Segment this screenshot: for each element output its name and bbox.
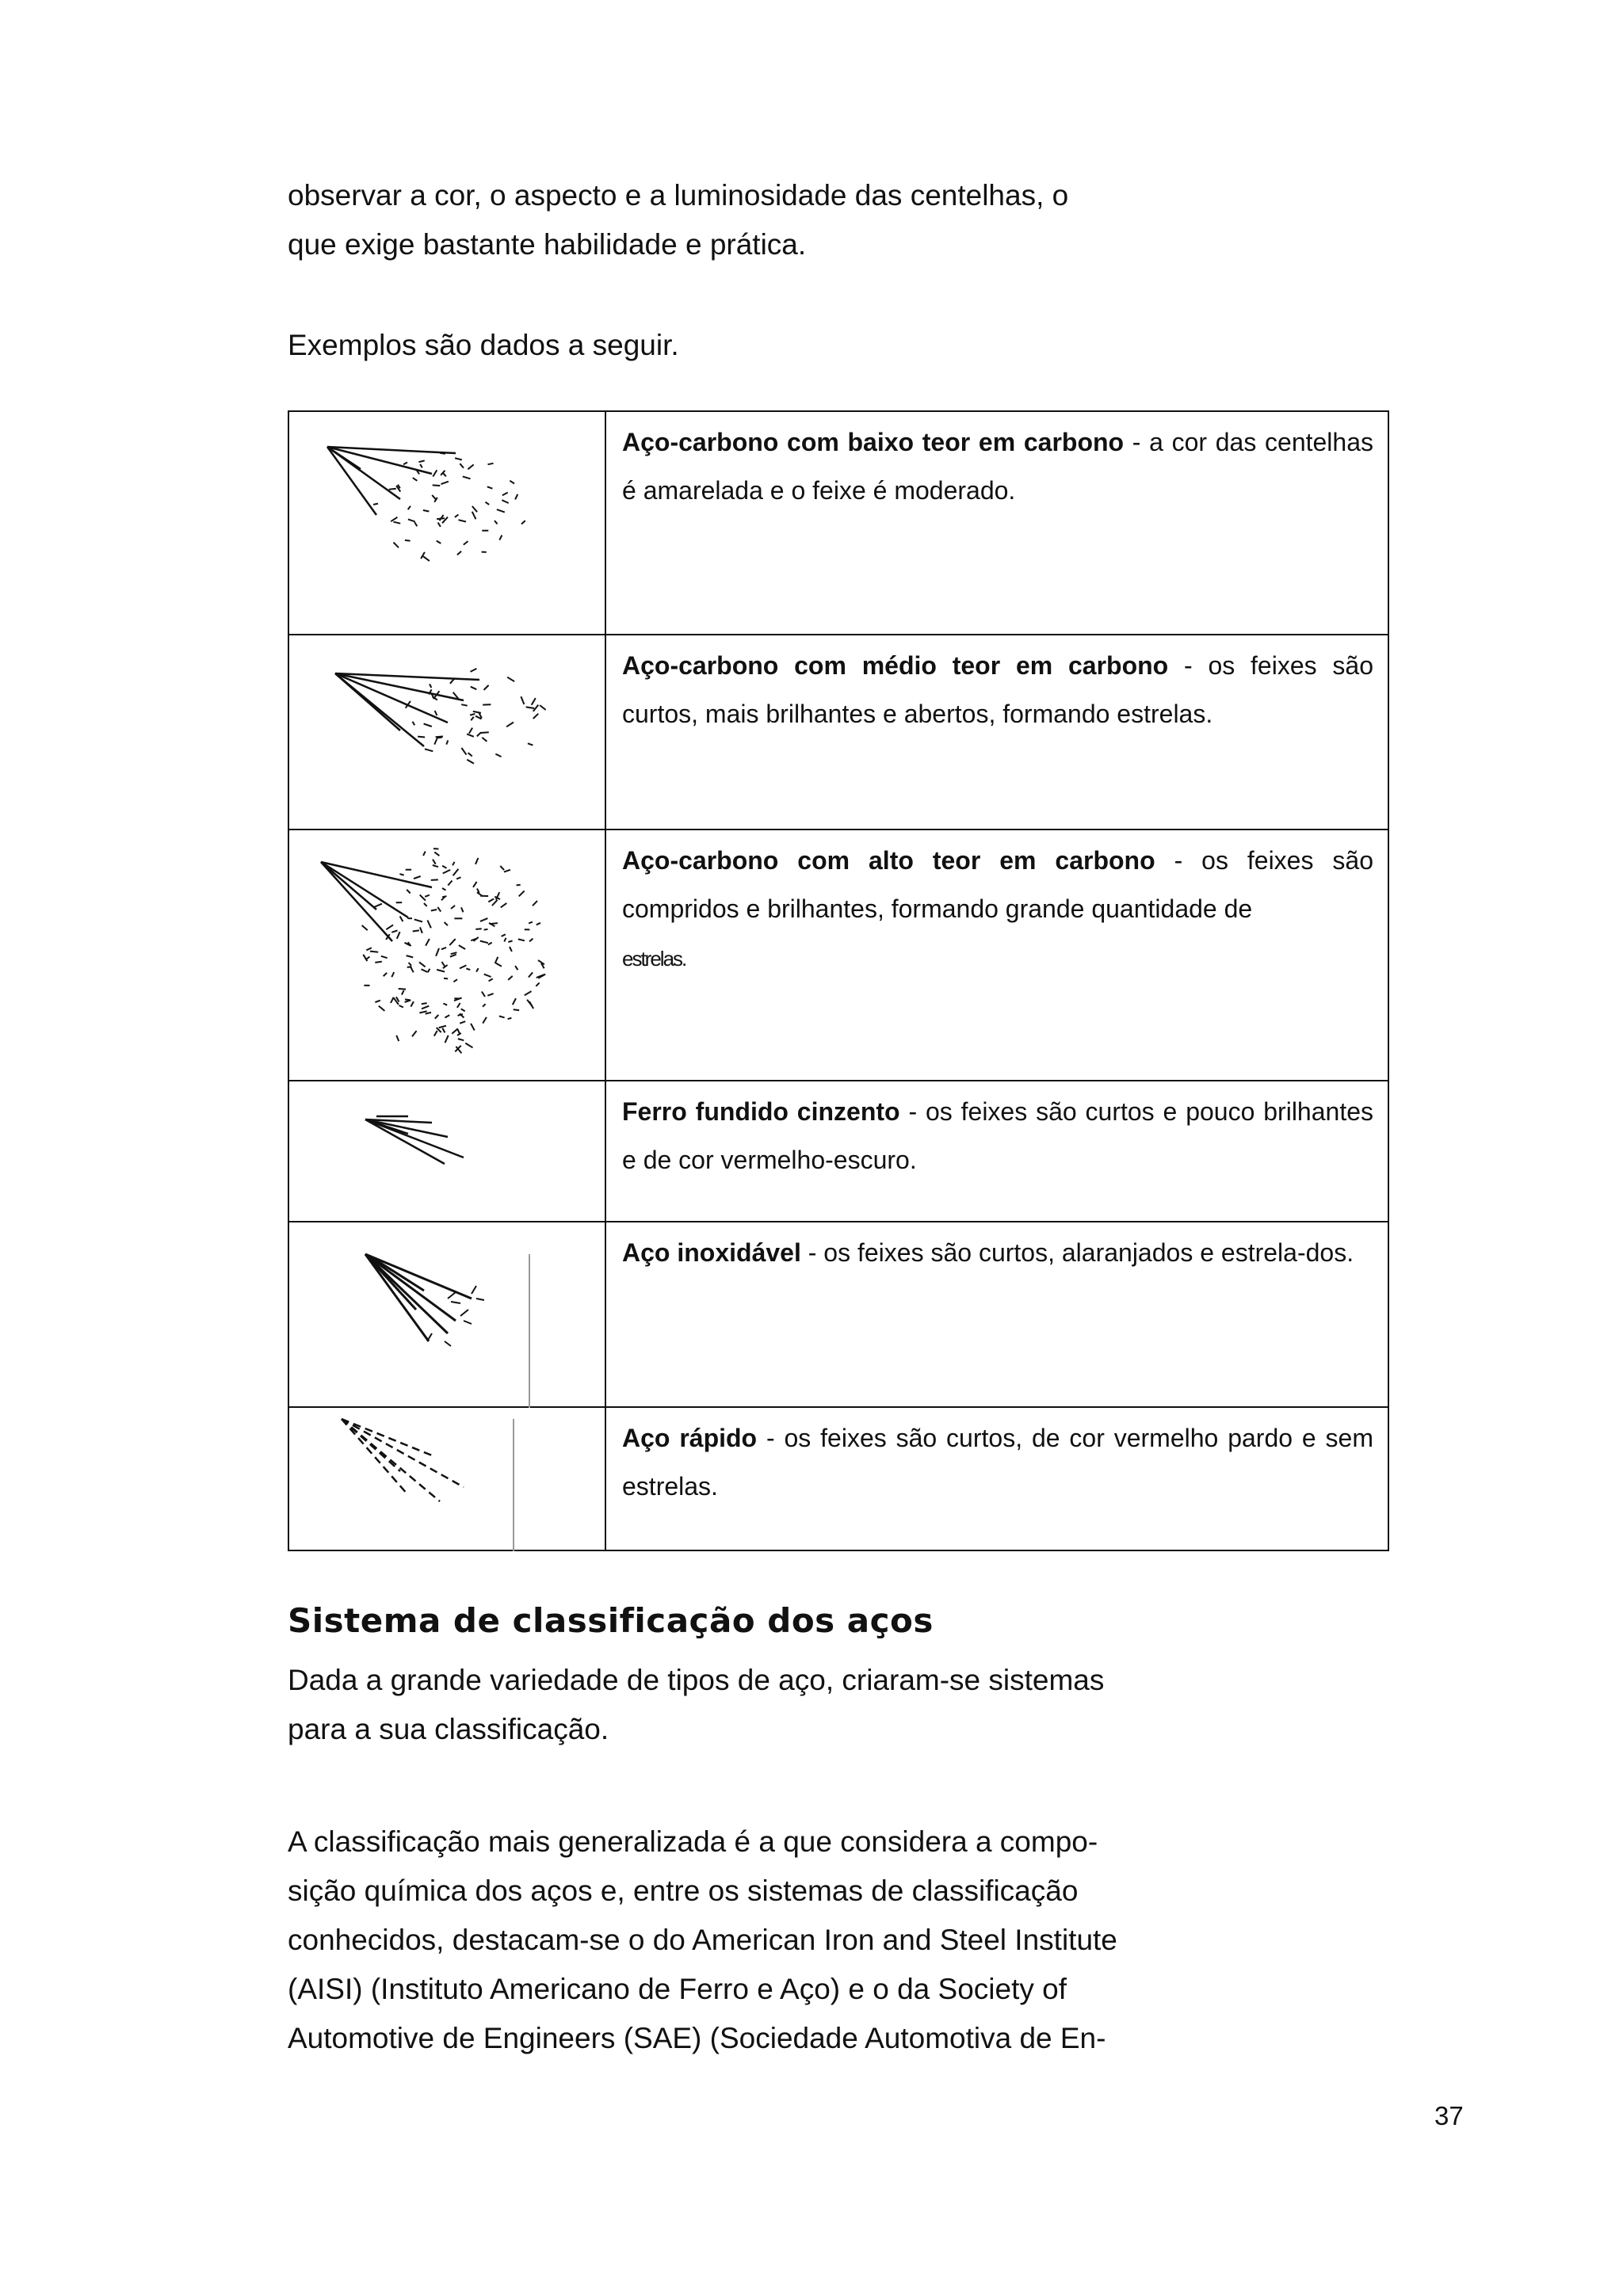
spark-particle bbox=[426, 939, 430, 946]
paragraph-line: A classificação mais generalizada é a que considera a compo- bbox=[288, 1825, 1098, 1858]
spark-particle bbox=[513, 998, 516, 1005]
spark-particle bbox=[470, 714, 475, 715]
spark-particle bbox=[413, 722, 415, 726]
spark-particle bbox=[402, 990, 404, 995]
spark-particle bbox=[489, 978, 493, 981]
spark-particle bbox=[443, 870, 451, 874]
spark-particle bbox=[422, 1003, 427, 1004]
medium-carbon-spark-icon bbox=[289, 635, 605, 830]
steel-type-title: Aço rápido bbox=[622, 1424, 758, 1452]
paragraph-line: Dada a grande variedade de tipos de aço, criaram-se sistemas bbox=[288, 1664, 1105, 1696]
spark-particle bbox=[443, 474, 446, 477]
spark-particle bbox=[537, 923, 540, 925]
spark-particle bbox=[391, 997, 394, 1003]
section-heading: Sistema de classificação dos aços bbox=[288, 1601, 934, 1640]
steel-type-description: - os feixes são curtos e pouco brilhantes e de cor vermelho-escuro. bbox=[622, 1097, 1374, 1174]
intro-line-2: que exige bastante habilidade e prática. bbox=[288, 228, 807, 261]
spark-particle bbox=[407, 890, 411, 894]
spark-particle bbox=[435, 711, 437, 715]
spark-particle bbox=[469, 728, 472, 734]
steel-type-title: Aço-carbono com médio teor em carbono bbox=[622, 651, 1169, 680]
spark-particle bbox=[414, 522, 417, 526]
spark-particle bbox=[411, 1001, 414, 1007]
spark-particle bbox=[507, 677, 514, 682]
table-row bbox=[288, 1081, 1388, 1222]
table-row bbox=[288, 830, 1388, 1081]
low-carbon-spark-icon bbox=[289, 412, 605, 635]
spark-particle bbox=[457, 1029, 460, 1033]
spark-particle bbox=[442, 962, 445, 967]
spark-particle bbox=[444, 978, 448, 979]
spark-particle bbox=[435, 1015, 439, 1019]
spark-particle bbox=[394, 543, 399, 548]
spark-particle bbox=[466, 969, 470, 971]
spark-particle bbox=[459, 945, 465, 949]
spark-image-cell bbox=[288, 1081, 605, 1222]
spark-particle bbox=[375, 1001, 380, 1002]
spark-particle bbox=[471, 1024, 475, 1031]
spark-particle bbox=[451, 906, 455, 909]
steel-type-description: - os feixes são curtos, de cor vermelho pardo e sem estrelas. bbox=[622, 1424, 1374, 1501]
spark-particle bbox=[497, 509, 505, 512]
spark-particle bbox=[501, 903, 507, 908]
spark-particle bbox=[419, 1011, 426, 1013]
spark-particle bbox=[425, 895, 430, 897]
spark-particle bbox=[461, 748, 466, 755]
spark-particle bbox=[453, 979, 457, 982]
spark-particle bbox=[399, 989, 406, 990]
high-carbon-spark-icon bbox=[289, 830, 605, 1081]
spark-particle bbox=[502, 493, 508, 496]
spark-particle bbox=[391, 517, 397, 521]
spark-particle bbox=[420, 927, 422, 933]
spark-particle bbox=[423, 852, 426, 856]
spark-particle bbox=[414, 919, 422, 921]
spark-particle bbox=[496, 963, 502, 967]
spark-description-cell bbox=[605, 1222, 1388, 1407]
spark-particle bbox=[508, 941, 512, 943]
spark-particle bbox=[473, 711, 481, 713]
spark-particle bbox=[373, 504, 378, 505]
spark-particle bbox=[394, 522, 401, 524]
spark-particle bbox=[499, 536, 502, 540]
spark-particle bbox=[443, 1004, 447, 1005]
spark-particle bbox=[467, 760, 474, 764]
spark-particle bbox=[514, 1009, 519, 1010]
spark-particle bbox=[391, 930, 397, 932]
spark-particle bbox=[408, 519, 415, 521]
spark-particle bbox=[455, 515, 459, 517]
spark-particle bbox=[422, 969, 428, 972]
spark-particle bbox=[418, 737, 425, 738]
spark-particle bbox=[407, 955, 414, 957]
spark-particle bbox=[487, 994, 493, 996]
spark-particle bbox=[527, 1000, 533, 1006]
spark-particle bbox=[453, 869, 459, 875]
gray-cast-iron-spark-icon bbox=[289, 1081, 605, 1222]
table-row bbox=[288, 411, 1388, 635]
spark-particle bbox=[441, 482, 449, 484]
spark-particle bbox=[475, 858, 478, 864]
steel-type-title: Aço-carbono com alto teor em carbono bbox=[622, 846, 1155, 875]
spark-particle bbox=[386, 925, 393, 929]
steel-type-description: - os feixes são compridos e brilhantes, formando grande quantidade de bbox=[622, 846, 1374, 923]
spark-particle bbox=[452, 1028, 458, 1034]
spark-particle bbox=[442, 888, 446, 891]
spark-particle bbox=[529, 922, 533, 924]
spark-particle bbox=[413, 478, 418, 481]
spark-particle bbox=[528, 743, 533, 745]
spark-particle bbox=[484, 974, 491, 977]
spark-particle bbox=[442, 1028, 445, 1033]
spark-particle bbox=[515, 494, 517, 500]
steel-type-title: Aço-carbono com baixo teor em carbono bbox=[622, 428, 1125, 456]
stainless-steel-spark-icon bbox=[289, 1222, 605, 1408]
spark-particle bbox=[480, 918, 488, 921]
spark-image-cell bbox=[288, 1407, 605, 1550]
spark-particle bbox=[403, 463, 407, 465]
spark-particle bbox=[467, 734, 474, 736]
spark-particle bbox=[427, 921, 431, 929]
high-speed-steel-spark-icon bbox=[289, 1408, 605, 1551]
spark-particle bbox=[506, 723, 514, 727]
spark-particle bbox=[405, 1000, 411, 1002]
spark-particle bbox=[461, 907, 464, 912]
spark-particle bbox=[375, 962, 382, 963]
spark-particle bbox=[472, 512, 476, 520]
spark-particle bbox=[449, 939, 455, 945]
paragraph-line: Automotive de Engineers (SAE) (Sociedade Automotiva de En- bbox=[288, 2022, 1106, 2054]
spark-description-cell bbox=[605, 411, 1388, 635]
spark-particle bbox=[460, 463, 464, 467]
examples-paragraph: Exemplos são dados a seguir. bbox=[288, 329, 679, 361]
spark-particle bbox=[495, 521, 498, 524]
spark-particle bbox=[468, 753, 472, 756]
spark-particle bbox=[375, 904, 382, 907]
spark-particle bbox=[384, 973, 388, 976]
spark-particle bbox=[488, 899, 494, 902]
spark-particle bbox=[399, 1005, 403, 1008]
spark-particle bbox=[521, 696, 524, 704]
section-paragraph-2 bbox=[288, 1817, 1117, 2063]
spark-particle bbox=[414, 876, 421, 879]
spark-test-table bbox=[288, 410, 1389, 1551]
spark-particle bbox=[442, 866, 446, 868]
spark-particle bbox=[518, 939, 525, 940]
spark-particle bbox=[424, 903, 427, 906]
spark-image-cell bbox=[288, 830, 605, 1081]
table-row bbox=[288, 1222, 1388, 1407]
spark-particle bbox=[464, 541, 468, 545]
spark-particle bbox=[431, 910, 437, 911]
spark-particle bbox=[436, 948, 439, 956]
spark-description-cell bbox=[605, 1081, 1388, 1222]
spark-description-cell bbox=[605, 635, 1388, 830]
spark-description-cell bbox=[605, 830, 1388, 1081]
spark-particle bbox=[510, 481, 514, 484]
spark-particle bbox=[391, 972, 394, 977]
spark-particle bbox=[457, 551, 461, 555]
spark-particle bbox=[508, 976, 513, 980]
intro-line-1: observar a cor, o aspecto e a luminosidade das centelhas, o bbox=[288, 179, 1069, 212]
spark-particle bbox=[472, 506, 477, 512]
spark-particle bbox=[433, 470, 437, 476]
spark-particle bbox=[500, 866, 504, 870]
spark-particle bbox=[426, 1013, 431, 1014]
spark-particle bbox=[434, 1031, 437, 1036]
paragraph-line: (AISI) (Instituto Americano de Ferro e Aço) e o da Society of bbox=[288, 1973, 1067, 2005]
spark-particle bbox=[477, 892, 483, 896]
spark-image-cell bbox=[288, 1222, 605, 1407]
spark-image-cell bbox=[288, 411, 605, 635]
spark-particle bbox=[428, 969, 430, 973]
spark-particle bbox=[481, 732, 489, 733]
steel-type-description: - os feixes são curtos, mais brilhantes e abertos, formando estrelas. bbox=[622, 651, 1374, 728]
spark-particle bbox=[525, 991, 532, 995]
paragraph-line: para a sua classificação. bbox=[288, 1713, 609, 1745]
spark-particle bbox=[389, 489, 396, 490]
spark-particle bbox=[488, 943, 492, 945]
spark-particle bbox=[432, 495, 437, 500]
spark-image-cell bbox=[288, 635, 605, 830]
spark-particle bbox=[422, 1006, 429, 1009]
spark-particle bbox=[431, 879, 438, 880]
spark-particle bbox=[476, 968, 479, 972]
spark-particle bbox=[420, 894, 426, 900]
spark-particle bbox=[363, 955, 367, 961]
spark-particle bbox=[445, 922, 448, 925]
spark-particle bbox=[460, 1021, 465, 1024]
spark-particle bbox=[413, 930, 419, 931]
steel-type-description: - os feixes são curtos, alaranjados e estrela-dos. bbox=[800, 1238, 1354, 1267]
spark-particle bbox=[487, 486, 493, 488]
page-number: 37 bbox=[1434, 2101, 1464, 2130]
spark-particle bbox=[419, 460, 425, 462]
spark-particle bbox=[461, 704, 468, 706]
spark-particle bbox=[502, 934, 506, 936]
spark-particle bbox=[532, 698, 536, 705]
spark-particle bbox=[458, 1039, 464, 1040]
intro-paragraph bbox=[288, 171, 1068, 269]
spark-particle bbox=[457, 1003, 460, 1008]
spark-particle bbox=[482, 738, 487, 742]
spark-particle bbox=[515, 966, 517, 970]
spark-particle bbox=[453, 862, 454, 866]
spark-particle bbox=[533, 901, 537, 906]
spark-particle bbox=[484, 685, 489, 690]
spark-particle bbox=[456, 877, 460, 879]
spark-particle bbox=[488, 463, 494, 464]
spark-particle bbox=[434, 738, 437, 745]
spark-particle bbox=[425, 749, 433, 751]
spark-particle bbox=[381, 956, 388, 958]
spark-particle bbox=[420, 464, 422, 468]
spark-particle bbox=[362, 925, 368, 930]
table-row bbox=[288, 635, 1388, 830]
spark-particle bbox=[471, 687, 477, 690]
spark-particle bbox=[471, 669, 477, 672]
spark-particle bbox=[441, 948, 446, 949]
spark-particle bbox=[529, 972, 533, 977]
spark-particle bbox=[486, 502, 490, 505]
spark-particle bbox=[434, 852, 439, 856]
steel-type-title: Aço inoxidável bbox=[622, 1238, 801, 1267]
spark-particle bbox=[471, 939, 477, 941]
spark-particle bbox=[379, 1006, 385, 1011]
spark-particle bbox=[508, 1018, 512, 1019]
steel-type-description-tail: estrelas. bbox=[622, 947, 686, 971]
spark-particle bbox=[483, 1017, 487, 1024]
spark-particle bbox=[437, 970, 445, 972]
spark-particle bbox=[482, 992, 485, 997]
spark-particle bbox=[504, 938, 506, 942]
spark-particle bbox=[504, 870, 510, 872]
spark-particle bbox=[433, 860, 436, 864]
spark-particle bbox=[433, 865, 438, 867]
spark-particle bbox=[405, 540, 411, 541]
spark-particle bbox=[529, 939, 533, 942]
spark-particle bbox=[419, 962, 426, 967]
spark-particle bbox=[445, 1015, 449, 1017]
spark-particle bbox=[477, 732, 481, 736]
spark-particle bbox=[423, 510, 430, 512]
spark-particle bbox=[437, 541, 441, 543]
spark-particle bbox=[471, 717, 474, 721]
paragraph-line: sição química dos aços e, entre os sistemas de classificação bbox=[288, 1875, 1079, 1907]
spark-particle bbox=[423, 556, 430, 561]
spark-particle bbox=[439, 1026, 446, 1028]
spark-particle bbox=[438, 523, 441, 527]
spark-particle bbox=[483, 1004, 486, 1007]
spark-particle bbox=[495, 754, 501, 757]
spark-particle bbox=[424, 724, 432, 727]
spark-particle bbox=[492, 900, 498, 906]
spark-particle bbox=[526, 707, 535, 708]
spark-particle bbox=[510, 947, 512, 952]
spark-particle bbox=[499, 1016, 505, 1018]
steel-type-description: - a cor das centelhas é amarelada e o feixe é moderado. bbox=[622, 428, 1374, 505]
spark-particle bbox=[412, 1031, 417, 1036]
spark-particle bbox=[502, 500, 508, 503]
table-row bbox=[288, 1407, 1388, 1550]
spark-particle bbox=[396, 1035, 399, 1041]
spark-particle bbox=[517, 885, 521, 886]
spark-particle bbox=[533, 714, 539, 719]
section-paragraph-1 bbox=[288, 1656, 1104, 1754]
spark-particle bbox=[457, 1033, 461, 1035]
spark-particle bbox=[468, 464, 473, 469]
steel-type-title: Ferro fundido cinzento bbox=[622, 1097, 900, 1126]
spark-particle bbox=[409, 963, 412, 966]
spark-particle bbox=[408, 506, 411, 509]
spark-particle bbox=[495, 957, 498, 963]
spark-particle bbox=[455, 458, 462, 460]
spark-particle bbox=[484, 929, 488, 930]
spark-particle bbox=[536, 982, 539, 986]
spark-particle bbox=[397, 932, 400, 939]
spark-particle bbox=[465, 1043, 472, 1048]
spark-particle bbox=[448, 881, 452, 886]
spark-particle bbox=[461, 1009, 465, 1011]
spark-particle bbox=[460, 965, 466, 968]
spark-particle bbox=[430, 684, 431, 688]
spark-particle bbox=[459, 520, 467, 521]
spark-particle bbox=[519, 891, 525, 896]
spark-particle bbox=[480, 941, 488, 944]
spark-particle bbox=[450, 955, 456, 957]
spark-particle bbox=[446, 741, 448, 745]
paragraph-line: conhecidos, destacam-se o do American Iron and Steel Institute bbox=[288, 1924, 1117, 1956]
spark-particle bbox=[399, 874, 403, 875]
spark-particle bbox=[442, 896, 446, 897]
spark-particle bbox=[540, 705, 545, 710]
spark-particle bbox=[437, 907, 441, 912]
spark-particle bbox=[445, 1035, 449, 1043]
spark-particle bbox=[473, 882, 477, 887]
spark-description-cell bbox=[605, 1407, 1388, 1550]
spark-particle bbox=[521, 521, 525, 524]
spark-particle bbox=[463, 476, 471, 479]
spark-particle bbox=[433, 485, 441, 486]
spark-particle bbox=[366, 948, 372, 950]
spark-particle bbox=[400, 917, 403, 922]
spark-particle bbox=[440, 453, 445, 454]
spark-particle bbox=[411, 966, 414, 972]
